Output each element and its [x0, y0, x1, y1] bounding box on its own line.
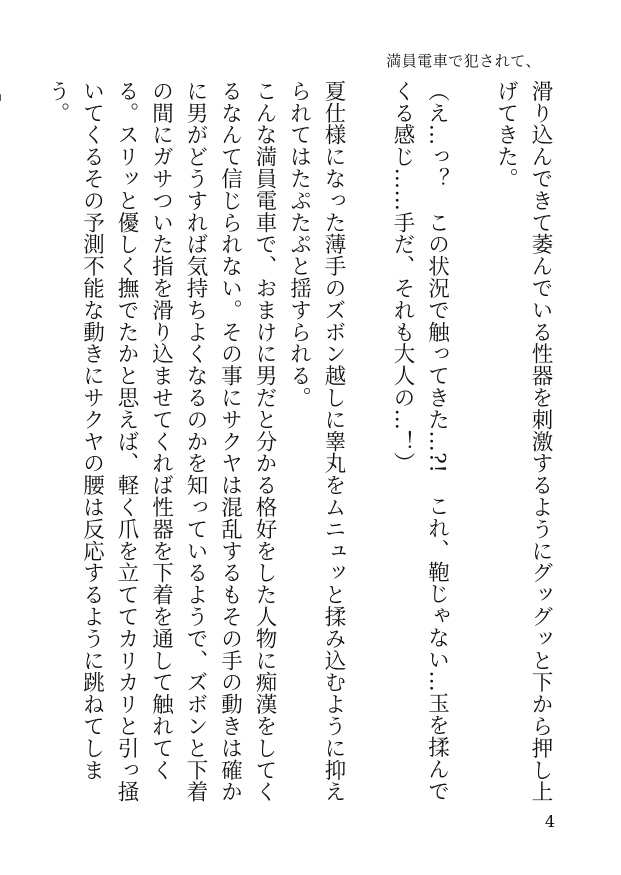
paragraph-4: こんな満員電車で、おまけに男だと分かる格好をした人物に痴漢をしてくるなんて信じられない。その事にサクヤは混乱するもその手の動きは確かに男がどうすれば気持ちよくなるのかを知っているようで、ズボンと下着の間にガサついた指を滑り込ませてくれば性器を下着を通して触れてくる。スリッと優しく撫でたかと思えば、軽く爪を立ててカリカリと引っ掻いてくるその予測不能な動きにサクヤの腰は反応するように跳ねてしまう。 — [45, 80, 277, 803]
body-text-column-block — [0, 80, 557, 820]
paragraph-2-inner-thought: （え…っ？ この状況で触ってきた…?! これ、鞄じゃない…玉を揉んでくる感じ……手だ、それも大人の…！） — [390, 80, 450, 802]
page-number: 4 — [544, 812, 555, 831]
blank-line — [350, 80, 385, 820]
paragraph-5-dialogue — [0, 80, 5, 820]
blank-line — [454, 80, 489, 820]
running-header-title: 満員電車で犯されて、 — [386, 52, 541, 70]
paragraph-3: 夏仕様になった薄手のズボン越しに睾丸をムニュッと揉み込むように抑えられてはたぷたぷと揺すられる。 — [286, 80, 346, 803]
paragraph-1: 滑り込んできて萎んでいる性器を刺激するようにグッグッと下から押し上げてきた。 — [493, 80, 553, 803]
blank-line — [5, 80, 40, 820]
